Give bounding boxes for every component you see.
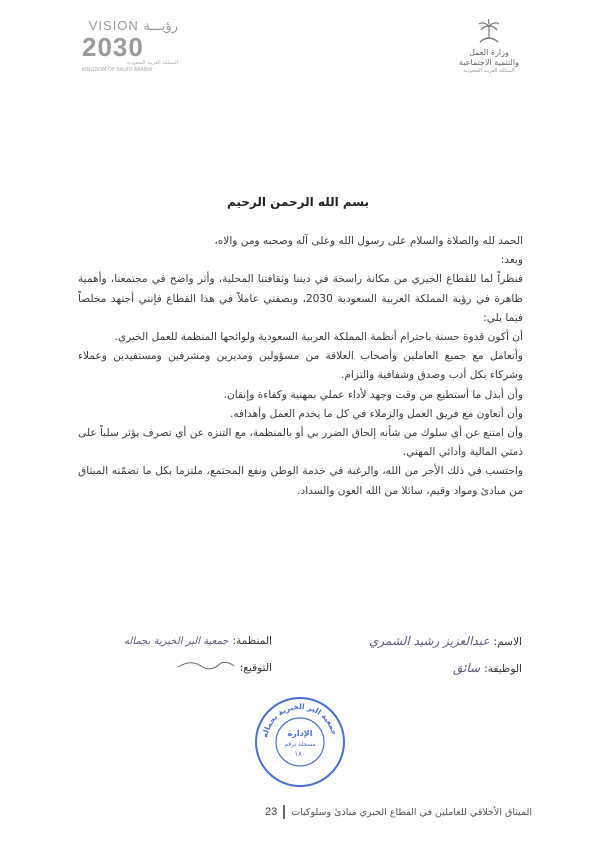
page-footer	[62, 805, 532, 819]
paragraph: وأن أتعاون مع فريق العمل والزملاء في كل ما يخدم العمل وأهدافه.	[229, 407, 523, 420]
footer-divider	[283, 805, 285, 819]
paragraph: واحتسب في ذلك الأجر من الله، والرغبة في خدمة الوطن ونفع المجتمع، ملتزما بكل ما تضمّنه الميثاق من مبادئ ومواد وقيم، سائلا من الله العون والسداد.	[78, 465, 523, 497]
basmala: بسم الله الرحمن الرحيم	[226, 195, 370, 209]
org-row	[82, 628, 272, 655]
palm-swords-icon	[474, 18, 504, 44]
footer-title: الميثاق الأخلاقي للعاملين في القطاع الخيري مبادئ وسلوكيات	[291, 806, 532, 818]
sign-row	[82, 655, 272, 681]
sign-label: التوقيع:	[239, 662, 272, 674]
paragraph: وأتعامل مع جميع العاملين وأصحاب العلاقة من مسؤولين ومديرين ومشرفين ومستفيدين وعملاء وشركاء بكل أدب وصدق وشفافية والتزام.	[78, 350, 523, 382]
paragraph: الحمد لله والصلاة والسلام على رسول الله وعلى آله وصحبه ومن والاه،	[214, 235, 523, 247]
official-stamp	[254, 696, 346, 788]
paragraph: وأن أبذل ما أستطيع من وقت وجهد لأداء عملي بمهنية وكفاءة وإتقان.	[223, 388, 523, 401]
paragraph: وأن امتنع عن أي سلوك من شأنه إلحاق الضرر بي أو بالمنظمة، مع التنزه عن أي تصرف يؤثر سلباً على ذمتي المالية وأدائي المهني.	[78, 427, 523, 459]
name-row	[322, 628, 522, 655]
stamp-ring-text: جمعية البر الخيرية بجماله	[260, 701, 340, 739]
paragraph: وبعد:	[500, 254, 523, 267]
stamp-registered: مسجلة برقم	[284, 741, 316, 748]
signature-personal	[322, 628, 522, 682]
org-value: جمعية البر الخيرية بجماله	[123, 636, 229, 647]
stamp-title: الإدارة	[287, 729, 313, 738]
name-value: عبدالعزيز رشيد الشمري	[369, 634, 490, 648]
page-number: 23	[264, 806, 278, 818]
paragraph: فنظراً لما للقطاع الخيري من مكانة راسخة في ديننا وثقافتنا المحلية، وأثر واضح في مجتمعنا، وأهمية ظاهرة في رؤية المملكة العربية السعودية 2030، وبصفتي عاملاً في هذا القطاع فإنني أجتهد مخلصاً فيما يلي:	[78, 273, 523, 324]
job-row	[322, 655, 522, 682]
vision-sub-en: KINGDOM OF SAUDI ARABIA	[82, 67, 153, 73]
job-value: سائق	[453, 661, 481, 675]
job-label: الوظيفة:	[484, 663, 522, 675]
signature-scribble	[176, 657, 236, 671]
ministry-name-2: والتنمية الاجتماعية	[459, 58, 519, 67]
name-label: الاسم:	[493, 636, 522, 648]
stamp-number: ١٨٠	[294, 750, 306, 758]
org-label: المنظمة:	[232, 635, 272, 647]
paragraph: أن أكون قدوة حسنة باحترام أنظمة المملكة العربية السعودية ولوائحها المنظمة للعمل الخيري.	[114, 331, 523, 344]
ministry-sub: المملكة العربية السعودية	[463, 68, 515, 74]
vision-year: 2030	[82, 32, 144, 62]
signature-org	[82, 628, 272, 681]
vision-2030-logo	[82, 18, 178, 76]
vision-title: VISION رؤيـــة	[88, 18, 178, 33]
vision-sub-ar: المملكة العربية السعودية	[126, 60, 178, 66]
stamp-icon	[254, 696, 346, 788]
ministry-name-1: وزارة العمل	[469, 48, 509, 57]
pledge-body	[78, 232, 523, 501]
ministry-logo	[448, 18, 530, 74]
